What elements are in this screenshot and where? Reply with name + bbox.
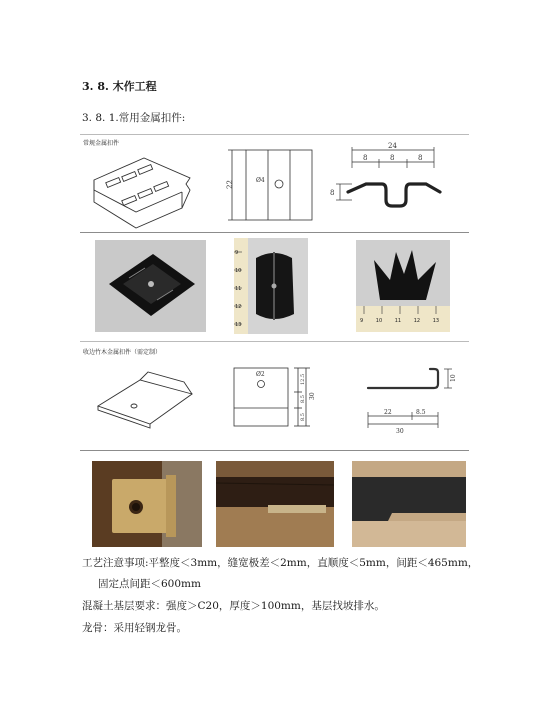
- figure2-bottom-rule: [80, 450, 469, 451]
- ruler-a-11: 11: [235, 286, 242, 292]
- edge-clip-photo-1: [92, 461, 202, 547]
- ruler-b-9: 9: [360, 318, 364, 324]
- note-line-4: 龙骨：采用轻钢龙骨。: [82, 622, 187, 634]
- figure1-title: 常规金属扣件: [83, 140, 120, 147]
- note-line-3: 混凝土基层要求：强度＞C20，厚度＞100mm，基层找坡排水。: [82, 600, 385, 612]
- edge-dim-bottom-a: 22: [384, 409, 392, 416]
- clip-photo-3: [356, 240, 450, 332]
- edge-clip-photo-3: [352, 461, 466, 547]
- dim-total: 24: [388, 142, 397, 150]
- edge-dim-right-a: 12.5: [300, 373, 306, 385]
- edge-dim-bottom-b: 8.5: [416, 409, 426, 416]
- ruler-a-10: 10: [235, 268, 242, 274]
- clip-profile-drawing: [330, 140, 450, 224]
- dim-hole: Ø4: [256, 177, 265, 184]
- edge-dim-bottom-total: 30: [396, 428, 404, 434]
- clip-front-view-drawing: [224, 144, 320, 228]
- section-subheading: 3. 8. 1.常用金属扣件:: [82, 112, 186, 124]
- dim-seg2: 8: [390, 154, 395, 162]
- edge-clip-front-view-drawing: [228, 362, 324, 434]
- ruler-b-12: 12: [413, 318, 421, 324]
- edge-clip-isometric-drawing: [92, 366, 202, 432]
- ruler-a-12: 12: [235, 304, 242, 310]
- ruler-a-9: 9: [235, 250, 239, 256]
- edge-clip-photo-2: [216, 461, 334, 547]
- ruler-b-13: 13: [432, 318, 440, 324]
- dim-height: 8: [330, 189, 335, 197]
- ruler-b-10: 10: [375, 318, 383, 324]
- figure2-title: 收边竹木金属扣件（需定制）: [83, 349, 162, 356]
- dim-side: 22: [226, 180, 234, 189]
- clip-isometric-drawing: [86, 150, 206, 230]
- edge-dim-right-total: 30: [309, 392, 316, 400]
- edge-dim-profile-height: 10: [450, 374, 457, 382]
- section-heading: 3. 8. 木作工程: [82, 80, 157, 93]
- edge-dim-right-c: 8.5: [300, 413, 306, 421]
- clip-photo-1: [95, 240, 206, 332]
- edge-dim-right-b: 8.5: [300, 395, 306, 403]
- dim-seg1: 8: [363, 154, 368, 162]
- figure1-bottom-rule: [80, 232, 469, 233]
- ruler-b-11: 11: [394, 318, 402, 324]
- figure1-top-rule: [80, 134, 469, 135]
- edge-clip-profile-drawing: [354, 364, 464, 434]
- photos1-bottom-rule: [80, 341, 469, 342]
- note-line-2: 固定点间距＜600mm: [98, 578, 201, 590]
- ruler-a-13: 13: [235, 322, 242, 328]
- edge-dim-hole: Ø2: [256, 371, 265, 378]
- clip-photo-2: [234, 238, 308, 334]
- note-line-1: 工艺注意事项:平整度＜3mm，缝宽极差＜2mm，直顺度＜5mm，间距＜465mm，: [82, 557, 479, 569]
- dim-seg3: 8: [418, 154, 423, 162]
